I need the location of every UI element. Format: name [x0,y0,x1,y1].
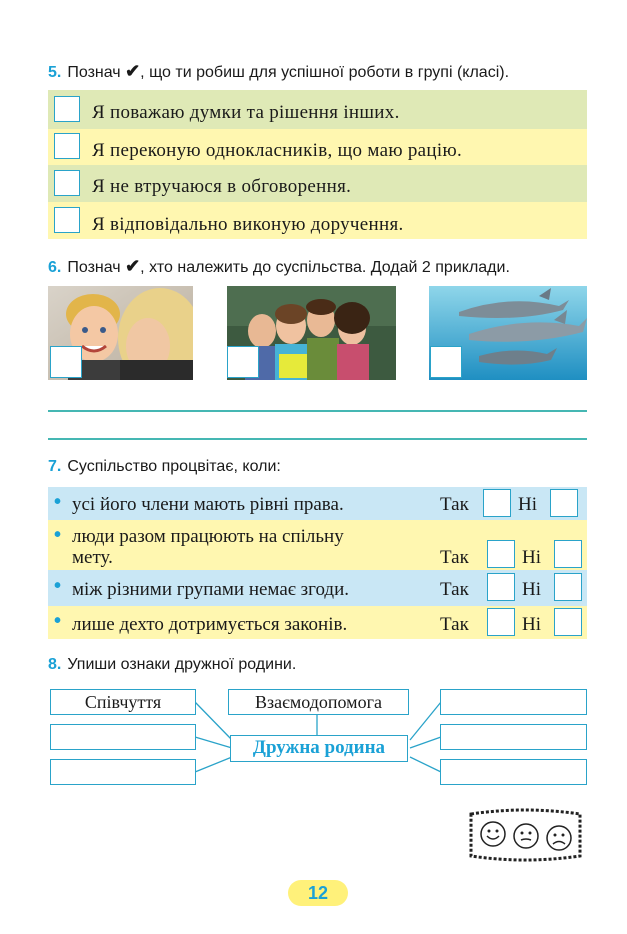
trait-box-right-3[interactable] [440,759,587,785]
task5-number: 5. [48,64,62,81]
task5-item-2: Я переконую однокласників, що маю рацію. [92,140,462,161]
friendly-family-center: Дружна родина [230,735,408,762]
trait-box-left-3[interactable] [50,759,196,785]
trait-box-right-2[interactable] [440,724,587,750]
trait-box-left-1[interactable]: Співчуття [50,689,196,715]
task5-item-4: Я відповідально виконую доручення. [92,214,404,235]
task7-yes-label-1: Так [440,494,469,515]
task7-yes-label-2: Так [440,547,469,568]
task7-item-1: усі його члени мають рівні права. [72,494,344,515]
self-assessment-panel [467,808,584,862]
trait-box-left-2[interactable] [50,724,196,750]
task5-item-1: Я поважаю думки та рішення інших. [92,102,400,123]
neutral-face-icon[interactable] [512,822,540,850]
task5-prefix: Познач [67,64,121,81]
checkmark-icon: ✔ [125,61,141,81]
task7-item-2-line2: мету. [72,547,113,568]
bullet-icon: • [54,491,62,513]
task8-title-text: Упиши ознаки дружної родини. [67,656,297,673]
bullet-icon: • [54,524,62,546]
task7-no-label-1: Ні [518,494,537,515]
task7-title-text: Суспільство процвітає, коли: [67,458,281,475]
task7-yes-label-3: Так [440,579,469,600]
trait-box-right-1[interactable] [440,689,587,715]
task7-item-4: лише дехто дотримується законів. [72,614,348,635]
bullet-icon: • [54,610,62,632]
task6-suffix: , хто належить до суспільства. Додай 2 приклади. [140,259,510,276]
page-number: 12 [288,880,348,906]
task6-prefix: Познач [67,259,121,276]
task7-number: 7. [48,458,62,475]
task7-no-label-3: Ні [522,579,541,600]
sad-face-icon[interactable] [545,824,573,852]
task6-number: 6. [48,259,62,276]
trait-box-top[interactable]: Взаємодопомога [228,689,409,715]
task7-no-label-4: Ні [522,614,541,635]
task7-item-2-line1: люди разом працюють на спільну [72,526,344,547]
task5-suffix: , що ти робиш для успішної роботи в групі (класі). [140,64,510,81]
happy-face-icon[interactable] [479,820,507,848]
bullet-icon: • [54,575,62,597]
task7-item-3: між різними групами немає згоди. [72,579,350,600]
task7-no-label-2: Ні [522,547,541,568]
task5-item-3: Я не втручаюся в обговорення. [92,176,352,197]
task8-number: 8. [48,656,62,673]
checkmark-icon: ✔ [125,256,141,276]
task7-yes-label-4: Так [440,614,469,635]
